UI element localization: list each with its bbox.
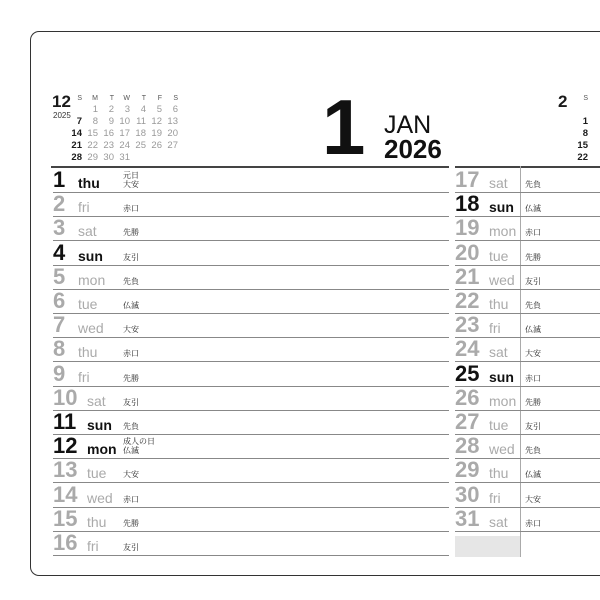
- day-row[interactable]: [53, 505, 449, 532]
- day-row[interactable]: [455, 263, 600, 290]
- mini-day: 8: [92, 116, 98, 127]
- day-row[interactable]: [53, 263, 449, 290]
- day-number: 18: [455, 191, 480, 217]
- rokuyo-label: 赤口: [525, 228, 541, 238]
- current-month-number: 1: [322, 83, 364, 171]
- day-number: 19: [455, 215, 480, 241]
- day-row[interactable]: [53, 532, 449, 556]
- rokuyo-label: 赤口: [123, 494, 139, 504]
- holiday-label: 成人の日: [123, 437, 155, 447]
- weekday-label: mon: [489, 223, 517, 240]
- mini-day: 22: [577, 152, 588, 163]
- weekday-label: sat: [489, 175, 508, 191]
- day-number: 11: [53, 409, 77, 434]
- next-month-number: 2: [558, 92, 568, 111]
- weekday-label: sun: [489, 199, 514, 216]
- rokuyo-label: 先負: [123, 276, 139, 286]
- weekday-label: fri: [78, 199, 90, 216]
- day-row[interactable]: [53, 193, 449, 217]
- weekday-label: mon: [489, 392, 517, 409]
- day-number: 6: [53, 288, 66, 313]
- rokuyo-label: 仏滅: [525, 325, 541, 335]
- day-row[interactable]: [455, 459, 600, 483]
- day-row[interactable]: [455, 435, 600, 459]
- rokuyo-label: 仏滅: [123, 301, 139, 310]
- mini-day: 3: [124, 104, 130, 115]
- rokuyo-label: 先勝: [123, 518, 139, 528]
- mini-day: 24: [119, 140, 130, 151]
- weekday-label: tue: [78, 296, 98, 312]
- mini-day: 13: [167, 116, 178, 127]
- mini-day: 2: [108, 104, 114, 115]
- mini-day: 16: [103, 128, 114, 139]
- mini-day: 18: [135, 128, 146, 139]
- rokuyo-label: 赤口: [525, 518, 541, 528]
- mini-day: 25: [135, 140, 146, 151]
- rokuyo-label: 友引: [123, 397, 139, 407]
- mini-day: 30: [103, 152, 114, 163]
- weekday-header: M: [92, 95, 98, 102]
- day-number: 4: [53, 239, 66, 265]
- rokuyo-label: 先負: [525, 446, 541, 456]
- rokuyo-label: 大安: [525, 349, 541, 359]
- day-number: 8: [53, 336, 66, 362]
- day-number: 25: [455, 360, 480, 386]
- day-row[interactable]: [455, 360, 600, 387]
- rokuyo-label: 友引: [525, 422, 541, 431]
- day-row[interactable]: [53, 481, 449, 508]
- rokuyo-label: 大安: [123, 180, 139, 189]
- day-number: 29: [455, 457, 480, 483]
- day-number: 27: [455, 409, 480, 434]
- empty-cell-shade: [455, 536, 520, 557]
- day-number: 9: [53, 360, 66, 386]
- mini-day: 1: [582, 116, 588, 127]
- mini-day: 29: [87, 152, 98, 163]
- mini-day: 4: [140, 104, 146, 115]
- rokuyo-label: 先勝: [123, 373, 139, 383]
- day-row[interactable]: [455, 384, 600, 411]
- mini-day: 6: [172, 104, 178, 115]
- mini-day: 15: [87, 128, 98, 139]
- weekday-header: S: [173, 95, 178, 102]
- weekday-label: wed: [489, 271, 515, 288]
- day-row[interactable]: [455, 411, 600, 435]
- day-number: 5: [53, 263, 66, 289]
- holiday-label: 元日: [123, 171, 139, 180]
- weekday-header: F: [157, 95, 162, 102]
- day-row[interactable]: [455, 217, 600, 241]
- weekday-header: S: [77, 95, 82, 102]
- mini-day: 22: [87, 140, 98, 151]
- day-number: 17: [455, 167, 480, 192]
- day-row[interactable]: [455, 481, 600, 508]
- day-number: 13: [53, 457, 78, 483]
- day-number: 20: [455, 239, 480, 265]
- mini-day: 23: [103, 140, 114, 151]
- day-row[interactable]: [455, 239, 600, 266]
- rokuyo-label: 大安: [123, 470, 139, 480]
- day-number: 22: [455, 288, 480, 313]
- rokuyo-label: 仏滅: [525, 470, 541, 480]
- mini-day: 17: [119, 128, 130, 139]
- day-row[interactable]: [455, 314, 600, 338]
- mini-day: 15: [577, 140, 588, 151]
- weekday-label: tue: [489, 417, 509, 433]
- day-row[interactable]: [53, 239, 449, 266]
- weekday-label: sun: [489, 368, 514, 385]
- day-row[interactable]: [455, 193, 600, 217]
- rokuyo-label: 友引: [123, 543, 139, 552]
- day-row[interactable]: [53, 384, 449, 411]
- rokuyo-label: 赤口: [525, 373, 541, 383]
- weekday-header: W: [123, 95, 130, 102]
- rokuyo-label: 先負: [123, 422, 139, 431]
- day-number: 15: [53, 505, 78, 531]
- rokuyo-label: 仏滅: [525, 204, 541, 214]
- rokuyo-label: 先勝: [525, 397, 541, 407]
- mini-day: 10: [119, 116, 130, 127]
- day-row[interactable]: [53, 290, 449, 314]
- day-row[interactable]: [455, 169, 600, 193]
- weekday-label: mon: [87, 441, 117, 458]
- day-row[interactable]: [53, 360, 449, 387]
- day-number: 28: [455, 433, 480, 459]
- weekday-label: fri: [78, 368, 90, 385]
- prev-month-year: 2025: [53, 111, 71, 120]
- day-number: 30: [455, 481, 480, 507]
- weekday-label: fri: [489, 320, 501, 337]
- mini-day: 14: [71, 128, 82, 139]
- mini-day: 26: [151, 140, 162, 151]
- rokuyo-label: 仏滅: [123, 446, 139, 456]
- weekday-label: thu: [489, 296, 509, 312]
- weekday-label: thu: [78, 175, 100, 191]
- weekday-header: T: [109, 95, 114, 102]
- day-row[interactable]: [53, 314, 449, 338]
- day-row[interactable]: [455, 290, 600, 314]
- weekday-header: T: [141, 95, 146, 102]
- mini-day: 5: [156, 104, 162, 115]
- mini-day: 11: [136, 116, 146, 127]
- mini-day: 20: [167, 128, 178, 139]
- day-number: 14: [53, 481, 78, 507]
- day-number: 2: [53, 191, 66, 217]
- day-number: 21: [455, 263, 480, 289]
- day-row[interactable]: [455, 338, 600, 362]
- rokuyo-label: 先負: [525, 180, 541, 189]
- mini-day: 21: [71, 140, 82, 151]
- mini-day: 9: [108, 116, 114, 127]
- weekday-label: mon: [78, 271, 106, 288]
- weekday-label: sat: [87, 392, 106, 409]
- weekday-label: sat: [78, 223, 97, 240]
- weekday-label: thu: [87, 513, 107, 530]
- weekday-label: tue: [87, 465, 107, 482]
- day-number: 31: [455, 505, 480, 531]
- weekday-label: thu: [489, 465, 509, 482]
- rokuyo-label: 大安: [123, 325, 139, 335]
- left-column-top-rule: [51, 166, 449, 168]
- mini-day: 1: [92, 104, 98, 115]
- weekday-label: wed: [489, 441, 515, 458]
- day-number: 10: [53, 384, 78, 410]
- day-number: 1: [53, 167, 66, 192]
- weekday-label: sat: [489, 513, 508, 530]
- day-number: 12: [53, 433, 78, 459]
- mini-day: 7: [76, 116, 82, 127]
- weekday-label: fri: [489, 489, 501, 506]
- rokuyo-label: 友引: [525, 276, 541, 286]
- rokuyo-label: 大安: [525, 494, 541, 504]
- rokuyo-label: 先勝: [123, 228, 139, 238]
- weekday-label: sun: [87, 417, 112, 433]
- rokuyo-label: 先負: [525, 301, 541, 310]
- day-number: 24: [455, 336, 480, 362]
- day-number: 23: [455, 312, 480, 338]
- day-number: 3: [53, 215, 66, 241]
- day-row[interactable]: [53, 435, 449, 459]
- mini-day: 27: [167, 140, 178, 151]
- weekday-label: wed: [87, 489, 113, 506]
- current-month-name: JAN: [384, 111, 432, 139]
- rokuyo-label: 先勝: [525, 252, 541, 262]
- mini-day: 8: [582, 128, 588, 139]
- day-row[interactable]: [53, 169, 449, 193]
- weekday-label: sun: [78, 247, 103, 264]
- rokuyo-label: 友引: [123, 252, 139, 262]
- day-number: 16: [53, 530, 78, 555]
- mini-day: 12: [151, 116, 162, 127]
- day-number: 7: [53, 312, 66, 338]
- day-row[interactable]: [53, 459, 449, 483]
- rokuyo-label: 赤口: [123, 349, 139, 359]
- day-number: 26: [455, 384, 480, 410]
- day-row[interactable]: [53, 411, 449, 435]
- day-row[interactable]: [53, 217, 449, 241]
- weekday-label: tue: [489, 247, 509, 264]
- weekday-label: sat: [489, 344, 508, 361]
- mini-day: 28: [71, 152, 82, 163]
- rokuyo-label: 赤口: [123, 204, 139, 214]
- day-row[interactable]: [53, 338, 449, 362]
- weekday-label: thu: [78, 344, 98, 361]
- mini-day: 31: [119, 152, 130, 163]
- weekday-label: fri: [87, 538, 99, 554]
- mini-day: 19: [151, 128, 162, 139]
- current-year: 2026: [384, 134, 442, 164]
- weekday-header: S: [583, 95, 588, 102]
- weekday-label: wed: [78, 320, 104, 337]
- day-row[interactable]: [455, 505, 600, 532]
- prev-month-number: 12: [52, 92, 71, 111]
